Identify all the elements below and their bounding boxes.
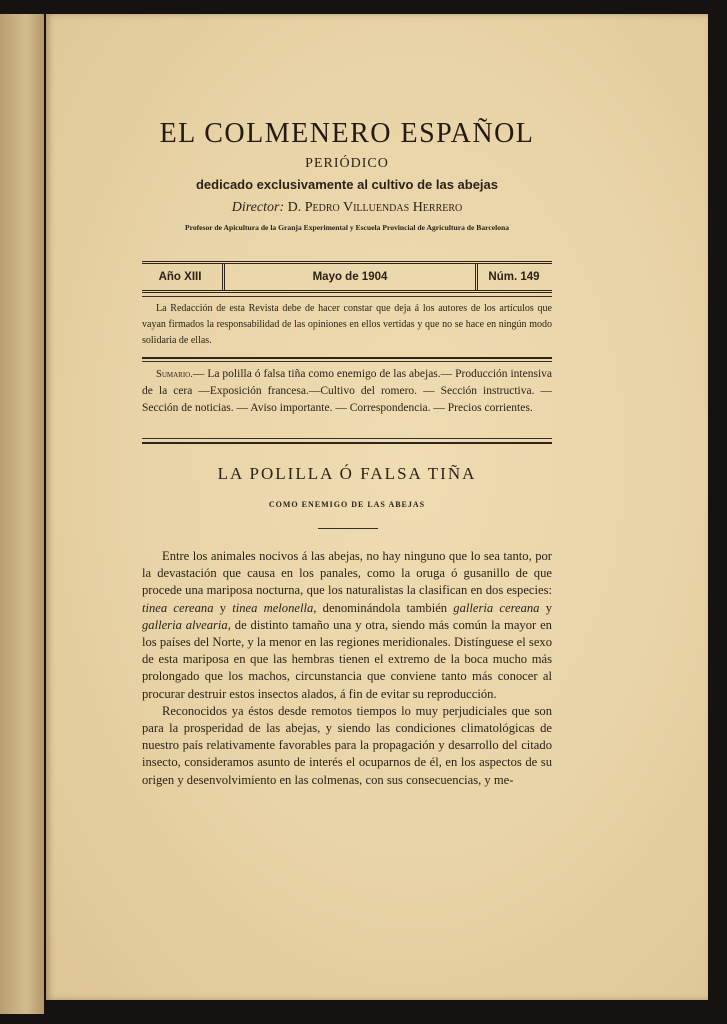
divider bbox=[142, 296, 552, 297]
summary bbox=[142, 366, 552, 417]
divider bbox=[142, 357, 552, 359]
issue-year: Año XIII bbox=[158, 271, 202, 283]
issue-date: Mayo de 1904 bbox=[222, 264, 478, 290]
director-affiliation: Profesor de Apicultura de la Granja Experimental y Escuela Provincial de Agricultura de Barcelona bbox=[184, 223, 510, 232]
paragraph: Reconocidos ya éstos desde remotos tiempos lo muy perjudiciales que son para la prosperidad de las abejas, y siendo las condiciones climatológicas de nuestro país relativamente favorables para la propagación y desarrollo del citado insecto, consideramos asunto de interés el ocuparnos de él, en los aspectos de su origen y desenvolvimiento en las colmenas, con sus consecuencias, y me- bbox=[142, 703, 552, 787]
summary-label: Sumario. bbox=[156, 369, 193, 380]
species-name: galleria alvearia, bbox=[142, 617, 231, 632]
title-divider bbox=[318, 528, 378, 529]
journal-subtitle: PERIÓDICO bbox=[305, 156, 389, 171]
divider bbox=[142, 438, 552, 439]
text-run: de distinto tamaño una y otra, siendo más común la mayor en los países del Norte, y la menor en las regiones meridionales. Distínguese el sexo de esta mariposa en que las hembras tienen el extremo de la boca mucho más prolongado que los machos, circunstancia que conviene tanto más conocer al procurar destruir estos insectos alados, á fin de evitar su reproducción. bbox=[142, 617, 552, 701]
text-run: y bbox=[219, 600, 227, 615]
issue-number: Núm. 149 bbox=[488, 271, 540, 283]
summary-text: — La polilla ó falsa tiña como enemigo de las abejas.— Producción intensiva de la cera —Exposición francesa.—Cultivo del romero. — Sección instructiva. — Sección de noticias. — Aviso importante. — Correspondencia. — Precios corrientes. bbox=[142, 368, 552, 414]
text-run: Entre los animales nocivos á las abejas, no hay ninguno que lo sea tanto, por la devastación que causa en los panales, como la oruga ó gusanillo de que procede una mariposa nocturna, que los naturalistas la clasifican en dos especies: bbox=[142, 549, 552, 598]
article-title: LA POLILLA Ó FALSA TIÑA bbox=[217, 464, 477, 483]
editorial-notice: La Redacción de esta Revista debe de hacer constar que deja á los autores de los artículos que vayan firmados la responsabilidad de las opiniones en ellos vertidas y que no se hace en ningún modo solidaria de ellas. bbox=[142, 303, 552, 346]
species-name: tinea cereana bbox=[142, 600, 214, 615]
director-name: D. Pedro Villuendas Herrero bbox=[287, 200, 463, 215]
director-label: Director: bbox=[231, 200, 285, 215]
issue-info-bar bbox=[142, 261, 552, 293]
journal-page bbox=[46, 14, 708, 1000]
species-name: galleria cereana bbox=[453, 600, 540, 615]
article-body bbox=[142, 548, 552, 789]
article-subtitle: COMO ENEMIGO DE LAS ABEJAS bbox=[268, 500, 426, 509]
previous-page-edge bbox=[0, 14, 44, 1014]
divider bbox=[142, 442, 552, 444]
journal-tagline: dedicado exclusivamente al cultivo de las abejas bbox=[195, 177, 499, 192]
divider bbox=[142, 361, 552, 362]
journal-title: EL COLMENERO ESPAÑOL bbox=[159, 118, 535, 149]
text-run: denominándola también bbox=[322, 600, 448, 615]
text-run: y bbox=[545, 600, 552, 615]
species-name: tinea melonella, bbox=[232, 600, 317, 615]
director-line bbox=[142, 200, 552, 216]
paragraph bbox=[142, 548, 552, 703]
